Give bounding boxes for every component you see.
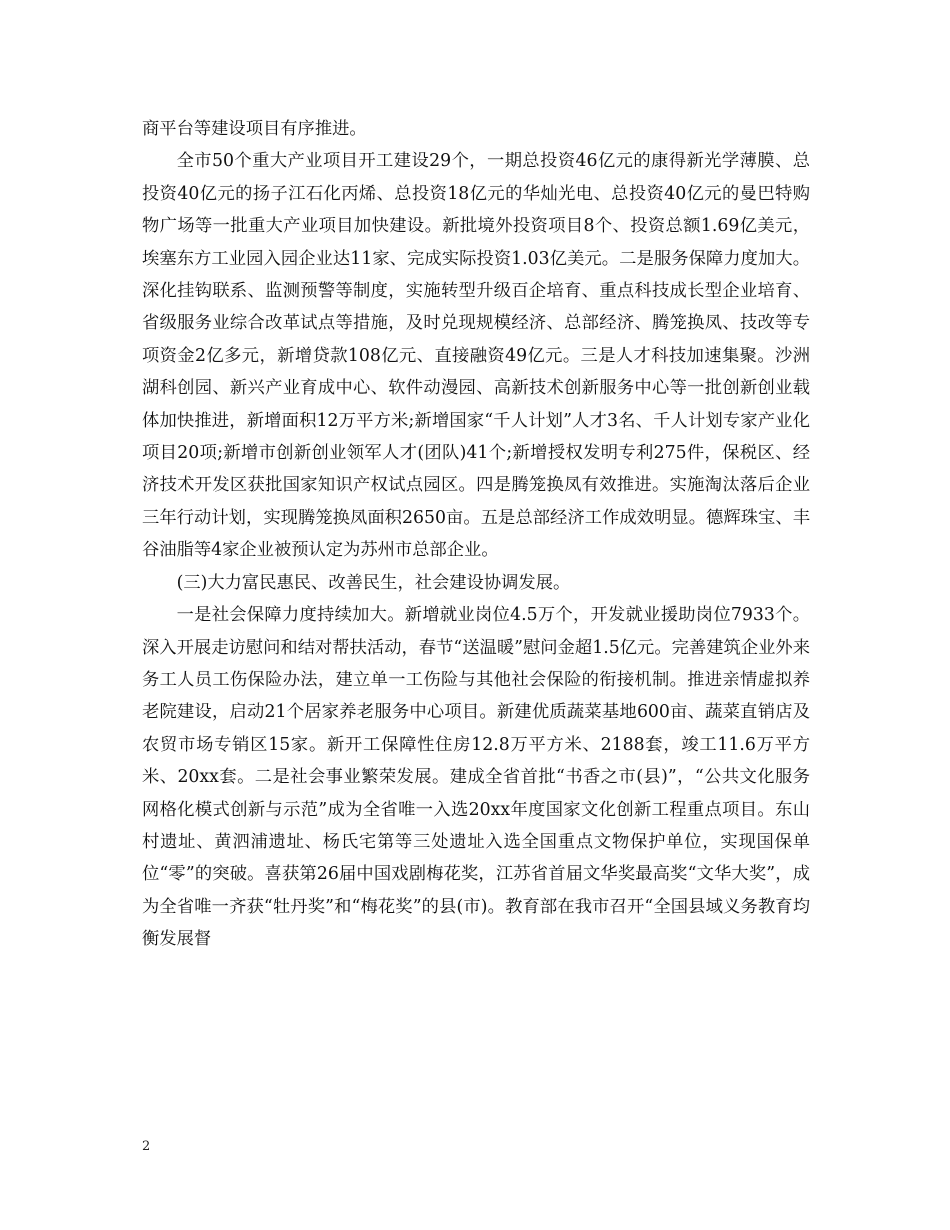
paragraph-4: 一是社会保障力度持续加大。新增就业岗位4.5万个，开发就业援助岗位7933个。深入开展走访慰问和结对帮扶活动，春节“送温暖”慰问金超1.5亿元。完善建筑企业外来务工人员工伤保险办法，建立单一工伤险与其他社会保险的衔接机制。推进亲情虚拟养老院建设，启动21个居家养老服务中心项目。新建优质蔬菜基地600亩、蔬菜直销店及农贸市场专销区15家。新开工保障性住房12.8万平方米、2188套，竣工11.6万平方米、20xx套。二是社会事业繁荣发展。建成全省首批“书香之市(县)”，“公共文化服务网格化模式创新与示范”成为全省唯一入选20xx年度国家文化创新工程重点项目。东山村遗址、黄泗浦遗址、杨氏宅第等三处遗址入选全国重点文物保护单位，实现国保单位“零”的突破。喜获第26届中国戏剧梅花奖，江苏省首届文华奖最高奖“文华大奖”，成为全省唯一齐获“牡丹奖”和“梅花奖”的县(市)。教育部在我市召开“全国县域义务教育均衡发展督 xyxy=(142,605,810,950)
paragraph-2: 全市50个重大产业项目开工建设29个，一期总投资46亿元的康得新光学薄膜、总投资40亿元的扬子江石化丙烯、总投资18亿元的华灿光电、总投资40亿元的曼巴特购物广场等一批重大产业项目加快建设。新批境外投资项目8个、投资总额1.69亿美元，埃塞东方工业园入园企业达11家、完成实际投资1.03亿美元。二是服务保障力度加大。深化挂钩联系、监测预警等制度，实施转型升级百企培育、重点科技成长型企业培育、省级服务业综合改革试点等措施，及时兑现规模经济、总部经济、腾笼换凤、技改等专项资金2亿多元，新增贷款108亿元、直接融资49亿元。三是人才科技加速集聚。沙洲湖科创园、新兴产业育成中心、软件动漫园、高新技术创新服务中心等一批创新创业载体加快推进，新增面积12万平方米;新增国家“千人计划”人才3名、千人计划专家产业化项目20项;新增市创新创业领军人才(团队)41个;新增授权发明专利275件，保税区、经济技术开发区获批国家知识产权试点园区。四是腾笼换凤有效推进。实施淘汰落后企业三年行动计划，实现腾笼换凤面积2650亩。五是总部经济工作成效明显。德辉珠宝、丰谷油脂等4家企业被预认定为苏州市总部企业。 xyxy=(142,151,810,561)
page-number: 2 xyxy=(142,1139,151,1154)
paragraph-1: 商平台等建设项目有序推进。 xyxy=(142,119,367,139)
document-body xyxy=(142,113,810,956)
section-heading-3: (三)大力富民惠民、改善民生，社会建设协调发展。 xyxy=(176,572,571,593)
